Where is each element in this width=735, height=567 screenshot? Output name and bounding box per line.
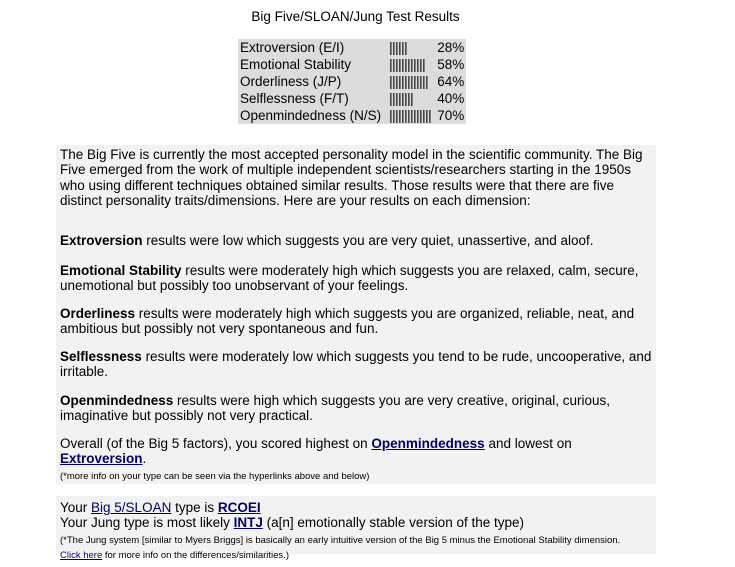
dimension-openmindedness	[60, 393, 654, 424]
overall-summary	[60, 436, 654, 482]
result-row	[238, 107, 466, 124]
big5-sloan-link[interactable]: Big 5/SLOAN	[91, 500, 172, 515]
result-label: Extroversion (E/I)	[240, 40, 345, 55]
result-bar: ||||||||||||||	[389, 108, 432, 123]
result-bar: ||||||||||||	[389, 57, 426, 72]
result-percent: 28%	[437, 40, 465, 55]
lowest-trait-link[interactable]: Extroversion	[60, 451, 143, 467]
intro-text: The Big Five is currently the most accepted personality model in the scientific community. The Big Five emerged from the work of multiple independent scientists/researchers starting in the 1950s who using different techniques obtained similar results. Those results were that there are five distinct personality traits/dimensions. Here are your results on each dimension:	[60, 147, 643, 208]
result-label: Selflessness (F/T)	[240, 91, 349, 106]
type-line1-middle: type is	[171, 500, 218, 515]
page-title: Big Five/SLOAN/Jung Test Results	[251, 9, 460, 24]
dimension-selflessness	[60, 349, 654, 380]
result-bar: |||||||||||||	[389, 74, 429, 89]
overall-middle: and lowest on	[484, 436, 572, 451]
dimension-text: results were moderately high which suggests you are relaxed, calm, secure, unemotional but possibly too unobservant of your feelings.	[60, 263, 639, 294]
jung-note: (*The Jung system [similar to Myers Briggs] is basically an early intuitive version of the Big 5 minus the Emotional Stability dimension.	[60, 534, 621, 546]
jung-note-continued: for more info on the differences/similarities.)	[102, 549, 289, 561]
result-label: Orderliness (J/P)	[240, 74, 342, 89]
result-percent: 40%	[437, 91, 465, 106]
dimension-text: results were high which suggests you are very creative, original, curious, imaginative but possibly not very practical.	[60, 393, 610, 424]
result-percent: 64%	[437, 74, 465, 89]
dimension-name: Selflessness	[60, 349, 142, 364]
jung-type-link[interactable]: INTJ	[233, 515, 263, 531]
dimension-name: Openmindedness	[60, 393, 174, 408]
dimension-name: Emotional Stability	[60, 263, 182, 278]
big5-type-line	[60, 500, 654, 561]
result-bar: ||||||||	[389, 91, 414, 106]
result-percent: 70%	[437, 108, 465, 123]
dimension-text: results were moderately low which suggests you tend to be rude, uncooperative, and irritable.	[60, 349, 652, 380]
dimension-extroversion	[60, 233, 654, 248]
click-here-link[interactable]: Click here	[60, 549, 103, 561]
result-row	[238, 39, 466, 56]
description-panel	[56, 145, 656, 484]
type-line2-suffix: (a[n] emotionally stable version of the type)	[262, 515, 524, 531]
dimension-text: results were low which suggests you are very quiet, unassertive, and aloof.	[142, 233, 594, 248]
results-table	[238, 39, 466, 124]
overall-suffix: .	[142, 451, 147, 467]
result-bar: ||||||	[389, 40, 408, 55]
result-label: Emotional Stability	[240, 57, 352, 72]
result-row	[238, 90, 466, 107]
highest-trait-link[interactable]: Openmindedness	[371, 436, 485, 451]
result-label: Openmindedness (N/S)	[240, 108, 382, 123]
overall-prefix: Overall (of the Big 5 factors), you scored highest on	[60, 436, 372, 451]
type-panel	[56, 496, 656, 561]
type-line1-prefix: Your	[60, 500, 92, 515]
dimension-orderliness	[60, 306, 654, 337]
dimension-text: results were moderately high which suggests you are organized, reliable, neat, and ambitious but possibly not very spontaneous and fun.	[60, 306, 635, 337]
result-row	[238, 56, 466, 73]
type-line2-prefix: Your Jung type is most likely	[60, 515, 234, 531]
dimension-name: Orderliness	[60, 306, 136, 321]
overall-note: (*more info on your type can be seen via the hyperlinks above and below)	[60, 470, 370, 482]
dimension-name: Extroversion	[60, 233, 143, 248]
dimension-emotional-stability	[60, 263, 654, 294]
result-percent: 58%	[437, 57, 465, 72]
result-row	[238, 73, 466, 90]
big5-type-link[interactable]: RCOEI	[217, 500, 261, 515]
